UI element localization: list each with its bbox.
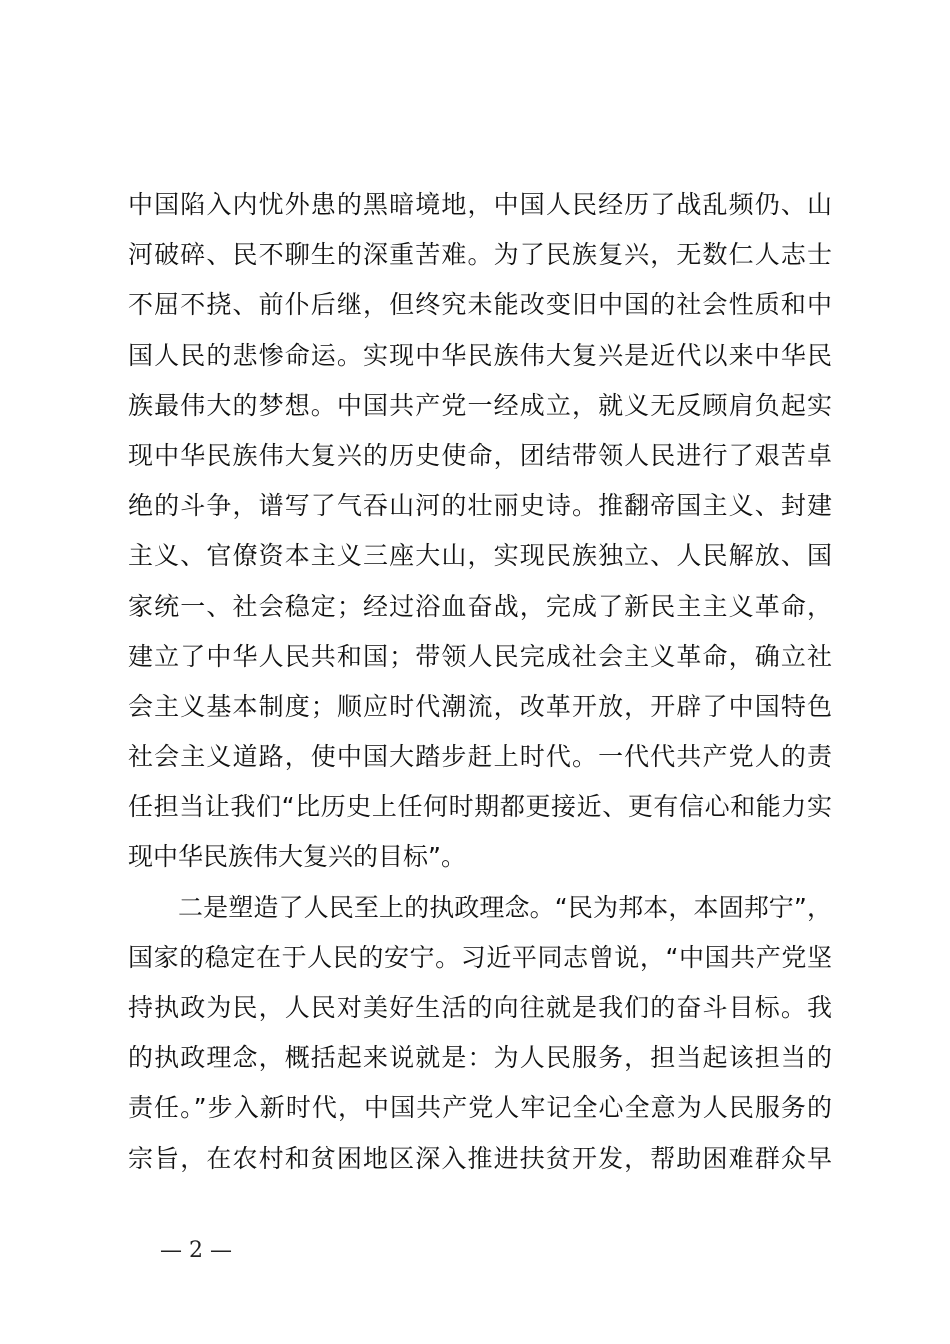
text-line: 河破碎、民不聊生的深重苦难。为了民族复兴，无数仁人志士 [128,240,832,270]
text-line: 建立了中华人民共和国；带领人民完成社会主义革命，确立社 [128,641,832,671]
text-line: 国家的稳定在于人民的安宁。习近平同志曾说，“中国共产党坚 [128,942,832,972]
text-line: 责任。”步入新时代，中国共产党人牢记全心全意为人民服务的 [128,1093,832,1123]
text-line: 的执政理念，概括起来说就是：为人民服务，担当起该担当的 [128,1043,832,1073]
text-line: 社会主义道路，使中国大踏步赶上时代。一代代共产党人的责 [128,742,832,772]
text-line: 宗旨，在农村和贫困地区深入推进扶贫开发，帮助困难群众早 [128,1143,832,1173]
paragraph-start-line: 二是塑造了人民至上的执政理念。“民为邦本，本固邦宁”， [178,892,832,922]
text-line: 国人民的悲惨命运。实现中华民族伟大复兴是近代以来中华民 [128,340,832,370]
text-line: 持执政为民，人民对美好生活的向往就是我们的奋斗目标。我 [128,993,832,1022]
text-line: 中国陷入内忧外患的黑暗境地，中国人民经历了战乱频仍、山 [128,190,832,219]
page-number: — 2 — [160,1238,232,1263]
text-line: 会主义基本制度；顺应时代潮流，改革开放，开辟了中国特色 [128,691,832,721]
text-line: 主义、官僚资本主义三座大山，实现民族独立、人民解放、国 [128,541,832,571]
text-line: 现中华民族伟大复兴的历史使命，团结带领人民进行了艰苦卓 [128,440,832,470]
paragraph-end-line: 现中华民族伟大复兴的目标”。 [128,842,466,872]
text-line: 任担当让我们“比历史上任何时期都更接近、更有信心和能力实 [128,792,832,822]
text-line: 绝的斗争，谱写了气吞山河的壮丽史诗。推翻帝国主义、封建 [128,491,832,521]
text-line: 族最伟大的梦想。中国共产党一经成立，就义无反顾肩负起实 [128,390,832,420]
document-body [128,180,832,1184]
text-line: 家统一、社会稳定；经过浴血奋战，完成了新民主主义革命， [128,591,832,621]
text-line: 不屈不挠、前仆后继，但终究未能改变旧中国的社会性质和中 [128,290,832,320]
